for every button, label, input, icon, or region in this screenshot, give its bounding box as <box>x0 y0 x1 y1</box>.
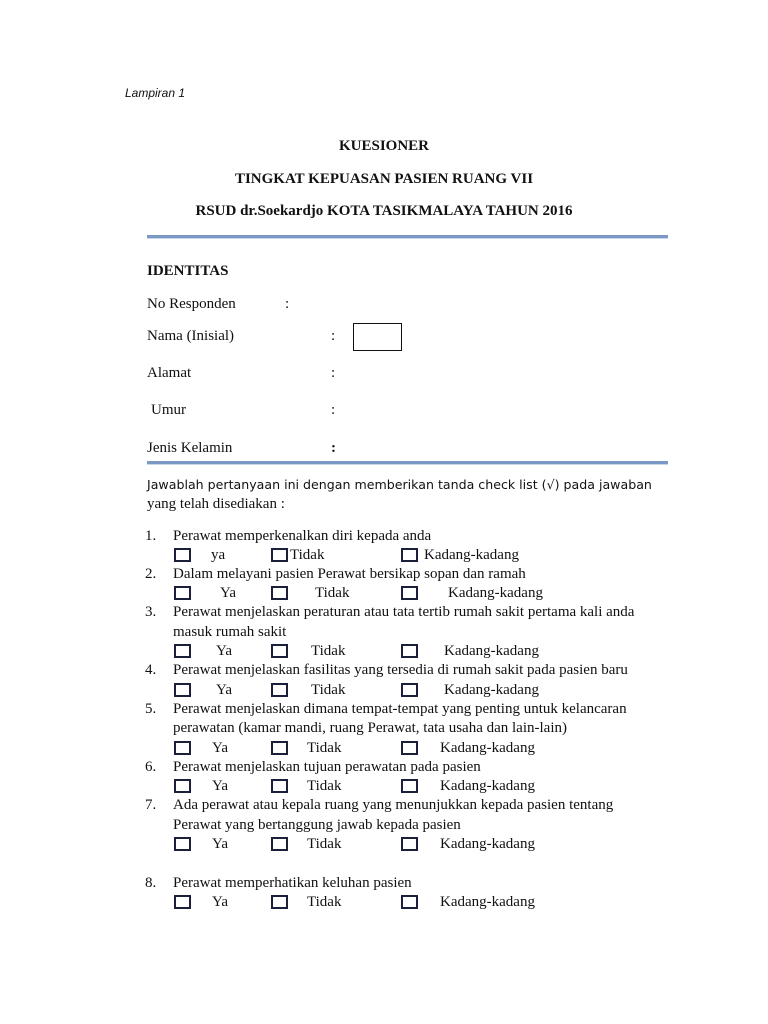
checkbox-kadang-kadang[interactable] <box>401 644 418 658</box>
checkbox-kadang-kadang[interactable] <box>401 779 418 793</box>
question-text: Dalam melayani pasien Perawat bersikap sopan dan ramah <box>173 566 526 582</box>
question-number: 7. <box>145 797 157 813</box>
option-label-tidak: Tidak <box>307 836 342 852</box>
checkbox-tidak[interactable] <box>271 779 288 793</box>
attachment-label: Lampiran 1 <box>125 86 186 100</box>
question-number: 2. <box>145 566 157 582</box>
field-label-no-responden: No Responden <box>147 296 236 312</box>
checkbox-tidak[interactable] <box>271 586 288 600</box>
checkbox-ya[interactable] <box>174 895 191 909</box>
checkbox-kadang-kadang[interactable] <box>401 837 418 851</box>
option-label-kadang-kadang: Kadang-kadang <box>448 585 543 601</box>
option-label-ya: ya <box>211 547 226 563</box>
question-number: 3. <box>145 604 157 620</box>
option-label-tidak: Tidak <box>307 894 342 910</box>
checkbox-tidak[interactable] <box>271 548 288 562</box>
checkbox-kadang-kadang[interactable] <box>401 586 418 600</box>
field-colon: : <box>331 365 336 381</box>
question-text-continued: Perawat yang bertanggung jawab kepada pasien <box>173 817 461 833</box>
checkbox-ya[interactable] <box>174 548 191 562</box>
option-label-tidak: Tidak <box>307 778 342 794</box>
option-label-kadang-kadang: Kadang-kadang <box>424 547 519 563</box>
divider-middle <box>147 461 668 464</box>
question-text-continued: perawatan (kamar mandi, ruang Perawat, tata usaha dan lain-lain) <box>173 720 567 736</box>
document-title: KUESIONER <box>338 138 430 154</box>
question-text: Perawat menjelaskan tujuan perawatan pada pasien <box>173 759 481 775</box>
checkbox-kadang-kadang[interactable] <box>401 548 418 562</box>
option-label-ya: Ya <box>216 643 232 659</box>
checkbox-tidak[interactable] <box>271 741 288 755</box>
checkbox-ya[interactable] <box>174 644 191 658</box>
hospital-name: RSUD dr.Soekardjo KOTA TASIKMALAYA TAHUN 2016 <box>195 203 573 219</box>
question-number: 5. <box>145 701 157 717</box>
option-label-tidak: Tidak <box>315 585 350 601</box>
document-subtitle: TINGKAT KEPUASAN PASIEN RUANG VII <box>234 171 534 187</box>
option-label-ya: Ya <box>212 836 228 852</box>
option-label-ya: Ya <box>212 740 228 756</box>
instructions-line-2: yang telah disediakan : <box>147 496 285 512</box>
identity-heading: IDENTITAS <box>147 263 229 279</box>
field-colon: : <box>331 402 336 418</box>
field-label-umur: Umur <box>151 402 186 418</box>
field-label-nama: Nama (Inisial) <box>147 328 235 344</box>
option-label-tidak: Tidak <box>311 643 346 659</box>
option-label-kadang-kadang: Kadang-kadang <box>440 778 535 794</box>
question-text: Perawat memperkenalkan diri kepada anda <box>173 528 432 544</box>
checkbox-tidak[interactable] <box>271 644 288 658</box>
checkbox-tidak[interactable] <box>271 683 288 697</box>
option-label-kadang-kadang: Kadang-kadang <box>440 894 535 910</box>
checkbox-ya[interactable] <box>174 683 191 697</box>
option-label-ya: Ya <box>220 585 236 601</box>
checkbox-kadang-kadang[interactable] <box>401 741 418 755</box>
option-label-kadang-kadang: Kadang-kadang <box>440 740 535 756</box>
checkbox-ya[interactable] <box>174 586 191 600</box>
question-text: Perawat menjelaskan dimana tempat-tempat yang penting untuk kelancaran <box>173 701 627 717</box>
checkbox-ya[interactable] <box>174 741 191 755</box>
option-label-ya: Ya <box>212 894 228 910</box>
checkbox-tidak[interactable] <box>271 895 288 909</box>
option-label-kadang-kadang: Kadang-kadang <box>444 643 539 659</box>
question-text-continued: masuk rumah sakit <box>173 624 287 640</box>
question-number: 1. <box>145 528 157 544</box>
question-number: 8. <box>145 875 157 891</box>
initials-input-box[interactable] <box>353 323 402 351</box>
option-label-ya: Ya <box>216 682 232 698</box>
checkbox-ya[interactable] <box>174 837 191 851</box>
field-colon: : <box>331 440 336 456</box>
checkbox-tidak[interactable] <box>271 837 288 851</box>
checkbox-ya[interactable] <box>174 779 191 793</box>
option-label-tidak: Tidak <box>307 740 342 756</box>
checkbox-kadang-kadang[interactable] <box>401 683 418 697</box>
question-text: Ada perawat atau kepala ruang yang menunjukkan kepada pasien tentang <box>173 797 614 813</box>
field-colon: : <box>331 328 336 344</box>
instructions-line-1: Jawablah pertanyaan ini dengan memberikan tanda check list (√) pada jawaban <box>147 477 652 492</box>
option-label-kadang-kadang: Kadang-kadang <box>444 682 539 698</box>
question-number: 6. <box>145 759 157 775</box>
question-text: Perawat memperhatikan keluhan pasien <box>173 875 412 891</box>
question-number: 4. <box>145 662 157 678</box>
checkbox-kadang-kadang[interactable] <box>401 895 418 909</box>
option-label-kadang-kadang: Kadang-kadang <box>440 836 535 852</box>
field-colon: : <box>285 296 290 312</box>
question-text: Perawat menjelaskan fasilitas yang tersedia di rumah sakit pada pasien baru <box>173 662 628 678</box>
question-text: Perawat menjelaskan peraturan atau tata tertib rumah sakit pertama kali anda <box>173 604 635 620</box>
option-label-ya: Ya <box>212 778 228 794</box>
option-label-tidak: Tidak <box>290 547 325 563</box>
option-label-tidak: Tidak <box>311 682 346 698</box>
field-label-jenis-kelamin: Jenis Kelamin <box>147 440 233 456</box>
field-label-alamat: Alamat <box>147 365 192 381</box>
divider-top <box>147 235 668 238</box>
